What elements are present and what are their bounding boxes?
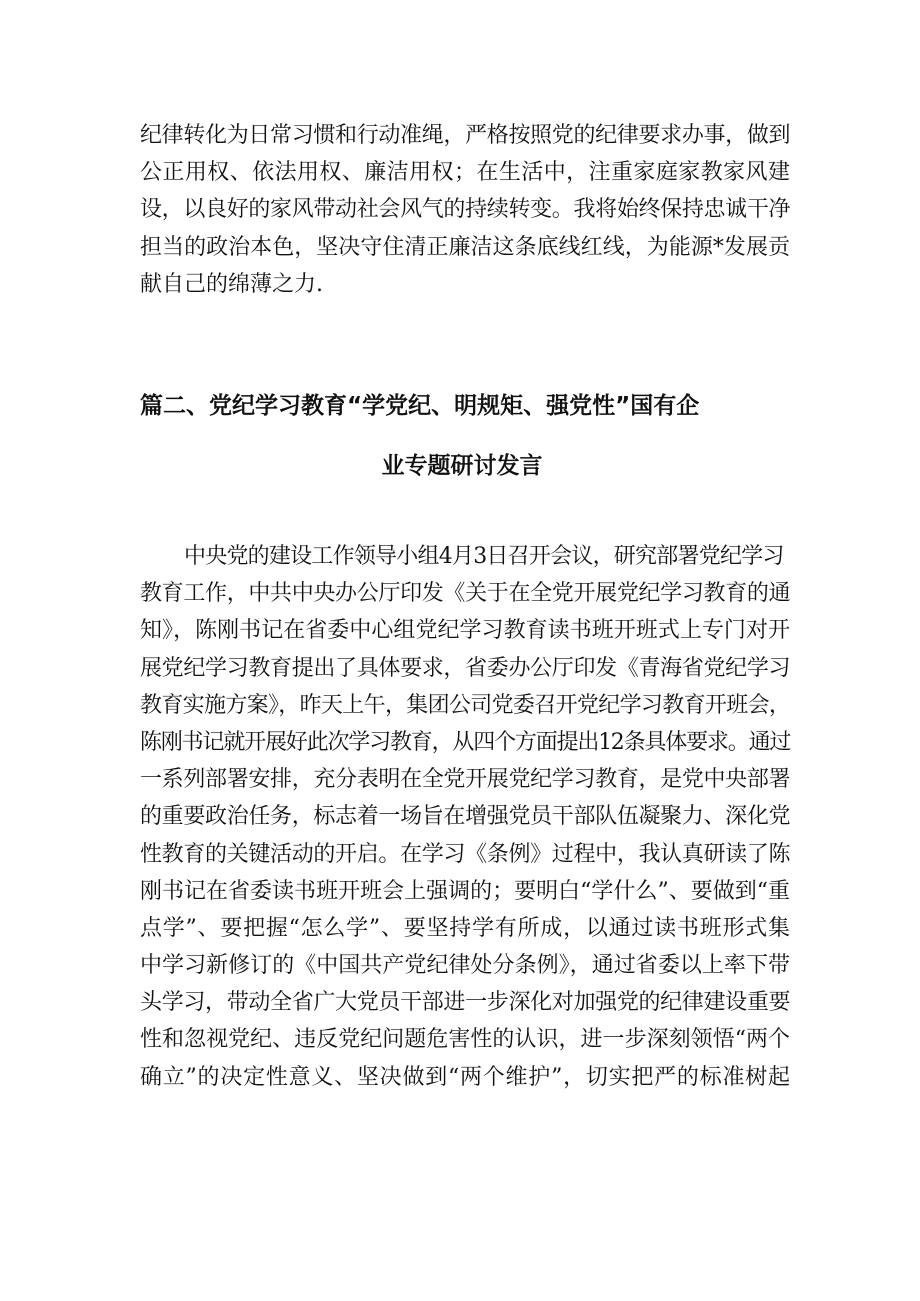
text-line: 教育工作，中共中央办公厅印发《关于在全党开展党纪学习教育的通 bbox=[140, 581, 790, 607]
section-heading-line: 篇二、党纪学习教育“学党纪、明规矩、强党性”国有企 bbox=[140, 393, 700, 419]
text-line: 担当的政治本色，坚决守住清正廉洁这条底线红线，为能源*发展贡 bbox=[140, 234, 790, 260]
text-line: 教育实施方案》，昨天上午，集团公司党委召开党纪学习教育开班会， bbox=[140, 692, 790, 718]
text-line: 知》，陈刚书记在省委中心组党纪学习教育读书班开班式上专门对开 bbox=[140, 618, 790, 644]
text-line: 刚书记在省委读书班开班会上强调的；要明白“学什么”、要做到“重 bbox=[140, 878, 790, 904]
paragraph-body bbox=[140, 538, 790, 1096]
text-line: 公正用权、依法用权、廉洁用权；在生活中，注重家庭家教家风建 bbox=[140, 160, 790, 186]
section-heading-line: 业专题研讨发言 bbox=[381, 453, 543, 479]
text-line: 性教育的关键活动的开启。在学习《条例》过程中，我认真研读了陈 bbox=[140, 841, 790, 867]
text-line: 头学习，带动全省广大党员干部进一步深化对加强党的纪律建设重要 bbox=[140, 990, 790, 1016]
text-line: 的重要政治任务，标志着一场旨在增强党员干部队伍凝聚力、深化党 bbox=[140, 804, 790, 830]
text-line-indented: 中央党的建设工作领导小组4月3日召开会议，研究部署党纪学习 bbox=[184, 544, 784, 569]
text-line: 中学习新修订的《中国共产党纪律处分条例》，通过省委以上率下带 bbox=[140, 953, 790, 979]
text-line: 展党纪学习教育提出了具体要求，省委办公厅印发《青海省党纪学习 bbox=[140, 655, 790, 681]
text-line: 一系列部署安排，充分表明在全党开展党纪学习教育，是党中央部署 bbox=[140, 767, 790, 793]
text-line: 陈刚书记就开展好此次学习教育，从四个方面提出12条具体要求。通过 bbox=[140, 729, 790, 755]
text-line: 设，以良好的家风带动社会风气的持续转变。我将始终保持忠诚干净 bbox=[140, 197, 790, 223]
text-line: 性和忽视党纪、违反党纪问题危害性的认识，进一步深刻领悟“两个 bbox=[140, 1027, 790, 1053]
text-line: 献自己的绵薄之力. bbox=[140, 271, 323, 297]
paragraph-continued bbox=[140, 117, 790, 303]
text-line: 点学”、要把握“怎么学”、要坚持学有所成，以通过读书班形式集 bbox=[140, 915, 790, 941]
text-line: 纪律转化为日常习惯和行动准绳，严格按照党的纪律要求办事，做到 bbox=[140, 123, 790, 148]
text-line: 确立”的决定性意义、坚决做到“两个维护”，切实把严的标准树起 bbox=[140, 1064, 790, 1090]
